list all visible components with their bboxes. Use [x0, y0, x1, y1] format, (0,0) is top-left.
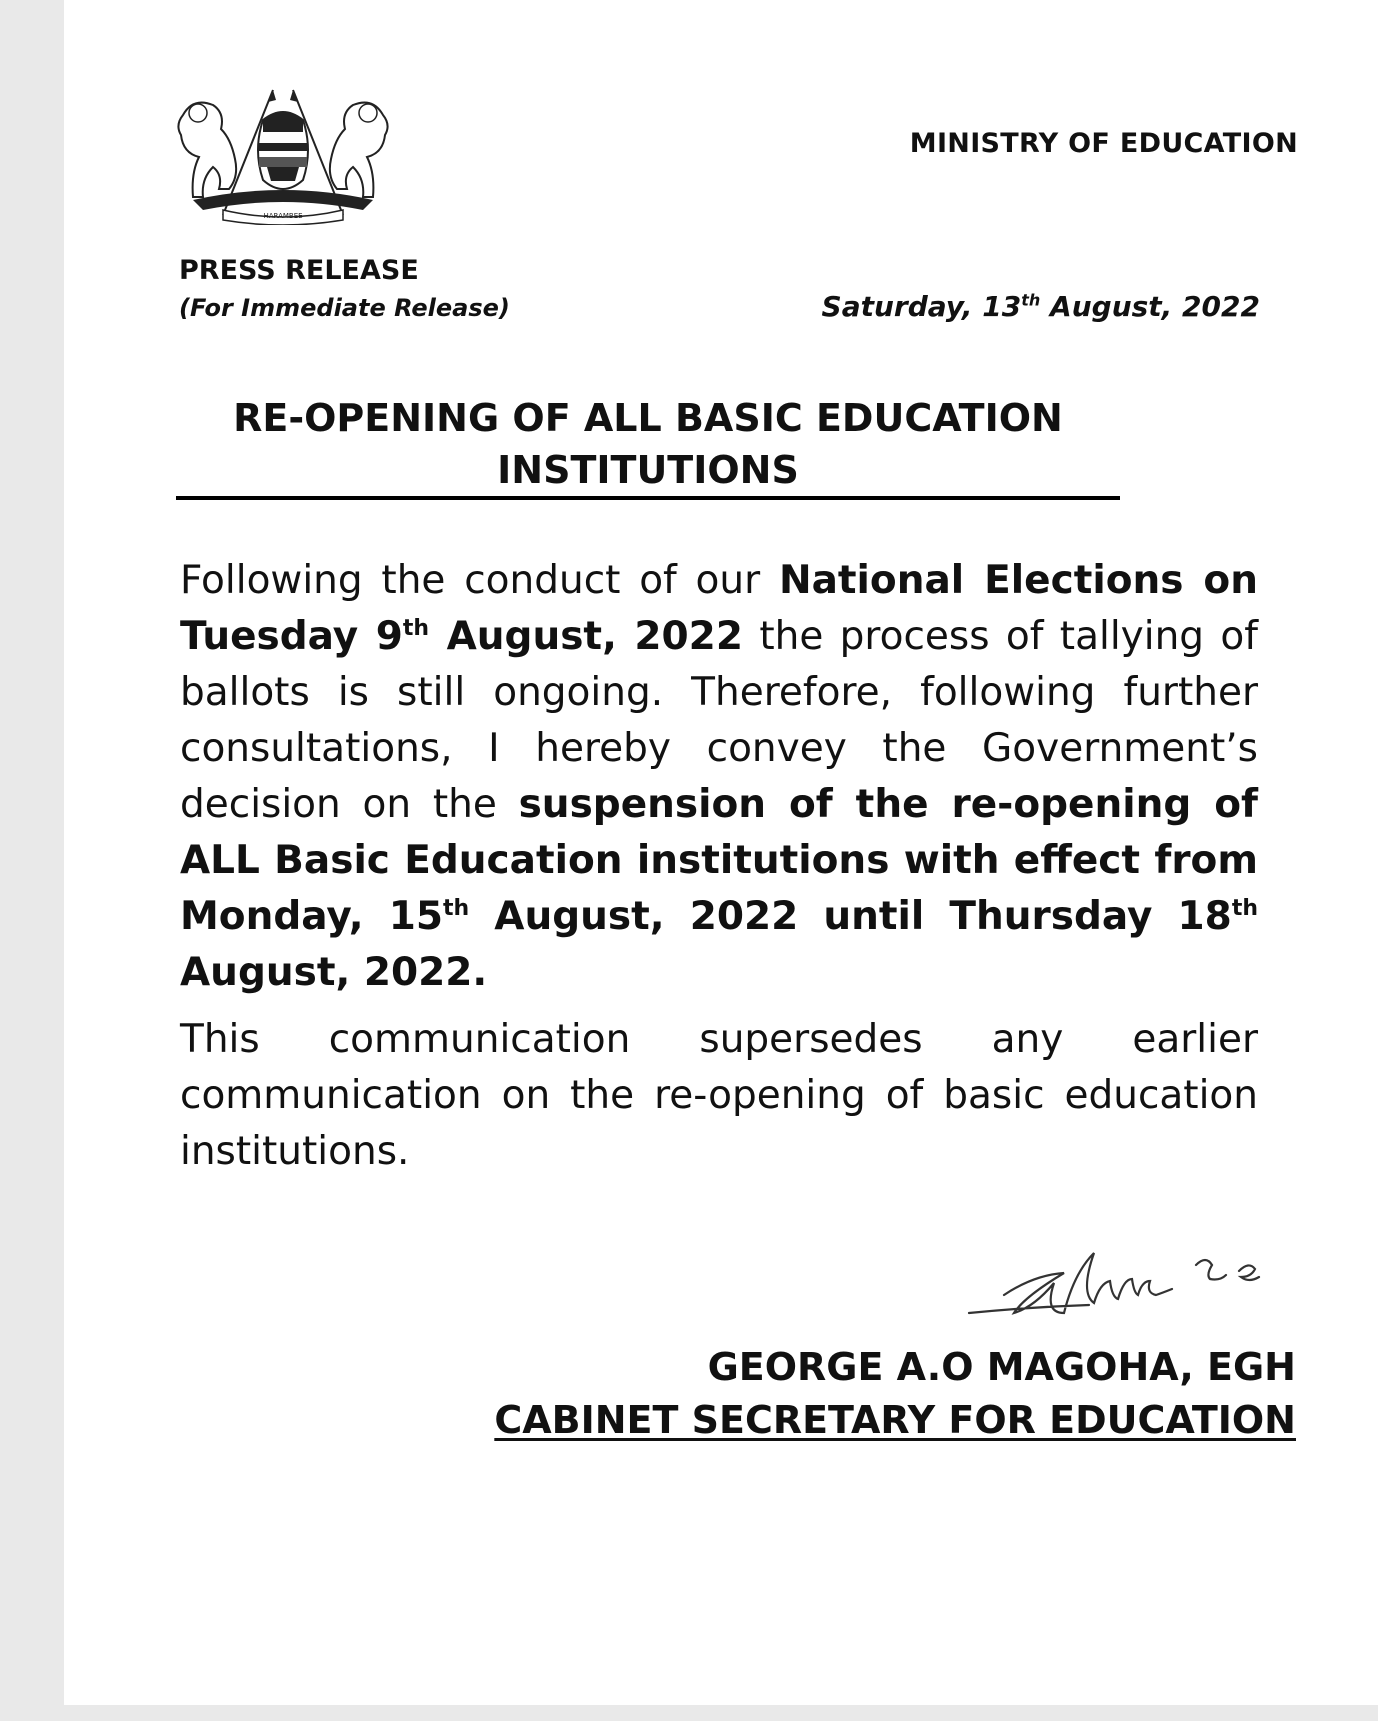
title-line-1: RE-OPENING OF ALL BASIC EDUCATION [233, 396, 1063, 440]
signatory-title: CABINET SECRETARY FOR EDUCATION [494, 1398, 1296, 1442]
body-paragraph-2: This communication supersedes any earlier communication on the re-opening of basic education institutions. [180, 1017, 1258, 1174]
immediate-release-note: (For Immediate Release) [179, 294, 510, 322]
title-underline [176, 496, 1120, 500]
body-paragraph-1: Following the conduct of our National Elections on Tuesday 9th August, 2022 the process of tallying of ballots is still ongoing. Therefore, following further consultations, I hereby convey the Government’s decision on the suspension of the re-opening of ALL Basic Education institutions with effect from Monday, 15th August, 2022 until Thursday 18th August, 2022. [180, 558, 1258, 995]
handwritten-signature [964, 1235, 1334, 1325]
release-date: Saturday, 13th August, 2022 [821, 290, 1260, 323]
ministry-name: MINISTRY OF EDUCATION [909, 128, 1298, 159]
press-release-label: PRESS RELEASE [179, 255, 419, 286]
coat-of-arms-emblem [163, 75, 403, 225]
svg-text:HARAMBEE: HARAMBEE [263, 212, 303, 220]
document-page [64, 0, 1378, 1705]
signatory-name: GEORGE A.O MAGOHA, EGH [707, 1345, 1296, 1389]
title-line-2: INSTITUTIONS [497, 448, 799, 492]
document-title [176, 392, 1120, 496]
